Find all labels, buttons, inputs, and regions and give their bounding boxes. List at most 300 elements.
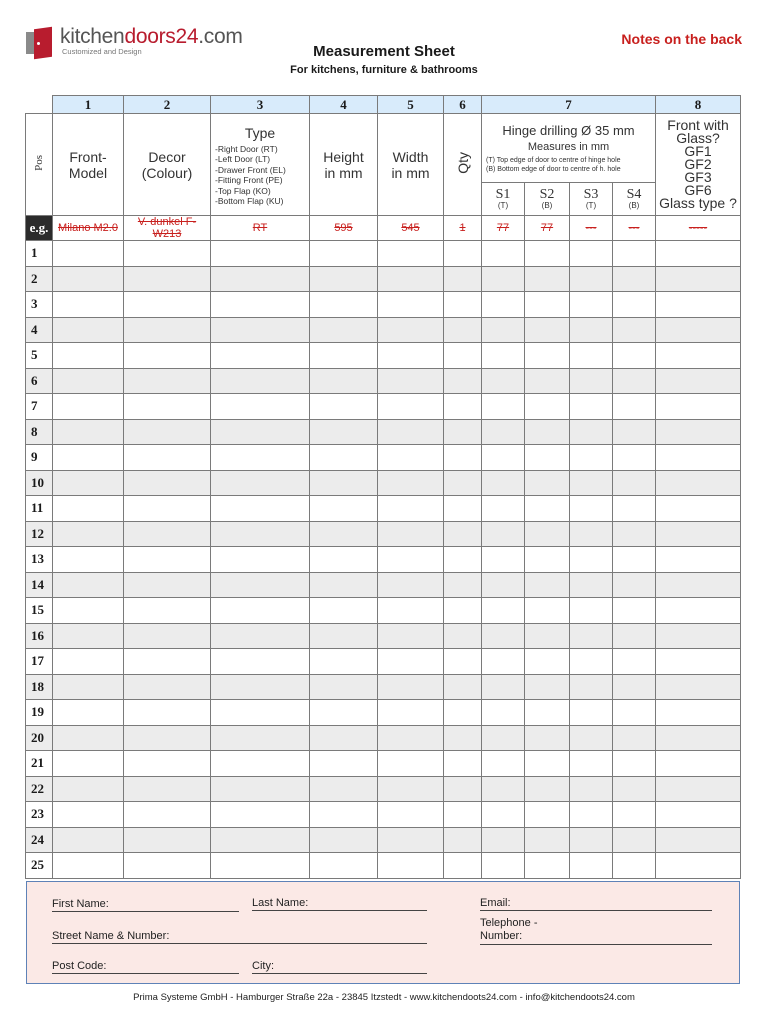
- entry-cell[interactable]: [378, 394, 444, 420]
- entry-cell[interactable]: [613, 572, 656, 598]
- entry-cell[interactable]: [482, 521, 525, 547]
- entry-cell[interactable]: [124, 649, 211, 675]
- entry-cell[interactable]: [525, 368, 570, 394]
- entry-cell[interactable]: [124, 343, 211, 369]
- entry-cell[interactable]: [211, 241, 310, 267]
- row-number: 7: [26, 394, 53, 420]
- entry-cell[interactable]: [613, 623, 656, 649]
- row-number: 25: [26, 853, 53, 879]
- entry-cell[interactable]: [211, 317, 310, 343]
- entry-cell[interactable]: [570, 266, 613, 292]
- entry-cell[interactable]: [570, 394, 613, 420]
- entry-cell[interactable]: [613, 241, 656, 267]
- entry-cell[interactable]: [211, 827, 310, 853]
- entry-cell[interactable]: [211, 725, 310, 751]
- entry-cell[interactable]: [124, 827, 211, 853]
- entry-cell[interactable]: [482, 547, 525, 573]
- entry-cell[interactable]: [613, 751, 656, 777]
- entry-cell[interactable]: [570, 776, 613, 802]
- telephone-field[interactable]: Telephone - Number:: [480, 917, 712, 945]
- entry-cell[interactable]: [656, 725, 741, 751]
- entry-cell[interactable]: [53, 241, 124, 267]
- entry-cell[interactable]: [124, 241, 211, 267]
- entry-cell[interactable]: [378, 470, 444, 496]
- entry-cell[interactable]: [211, 266, 310, 292]
- entry-cell[interactable]: [53, 343, 124, 369]
- entry-cell[interactable]: [656, 649, 741, 675]
- entry-cell[interactable]: [53, 674, 124, 700]
- entry-cell[interactable]: [124, 802, 211, 828]
- entry-cell[interactable]: [211, 853, 310, 879]
- entry-cell[interactable]: [310, 598, 378, 624]
- entry-cell[interactable]: [482, 827, 525, 853]
- entry-cell[interactable]: [124, 292, 211, 318]
- entry-cell[interactable]: [656, 394, 741, 420]
- entry-cell[interactable]: [53, 292, 124, 318]
- entry-cell[interactable]: [124, 496, 211, 522]
- entry-cell[interactable]: [570, 292, 613, 318]
- entry-cell[interactable]: [525, 725, 570, 751]
- entry-cell[interactable]: [613, 547, 656, 573]
- entry-cell[interactable]: [570, 317, 613, 343]
- entry-cell[interactable]: [525, 623, 570, 649]
- entry-cell[interactable]: [310, 623, 378, 649]
- entry-cell[interactable]: [570, 419, 613, 445]
- entry-cell[interactable]: [656, 266, 741, 292]
- entry-cell[interactable]: [656, 751, 741, 777]
- entry-cell[interactable]: [378, 266, 444, 292]
- entry-cell[interactable]: [482, 419, 525, 445]
- entry-cell[interactable]: [53, 598, 124, 624]
- entry-cell[interactable]: [613, 419, 656, 445]
- brand-name: kitchendoors24.com: [60, 25, 243, 48]
- entry-cell[interactable]: [310, 368, 378, 394]
- entry-cell[interactable]: [656, 700, 741, 726]
- entry-cell[interactable]: [656, 572, 741, 598]
- entry-cell[interactable]: [53, 547, 124, 573]
- street-field[interactable]: Street Name & Number:: [52, 930, 427, 944]
- entry-cell[interactable]: [656, 419, 741, 445]
- entry-cell[interactable]: [53, 266, 124, 292]
- entry-cell[interactable]: [53, 521, 124, 547]
- entry-cell[interactable]: [378, 521, 444, 547]
- entry-cell[interactable]: [310, 343, 378, 369]
- entry-cell[interactable]: [613, 394, 656, 420]
- entry-cell[interactable]: [211, 445, 310, 471]
- entry-cell[interactable]: [124, 598, 211, 624]
- hinge-col-s4: S4 (B): [613, 183, 656, 216]
- table-row: [26, 343, 741, 369]
- entry-cell[interactable]: [378, 419, 444, 445]
- entry-cell[interactable]: [444, 598, 482, 624]
- entry-cell[interactable]: [444, 725, 482, 751]
- entry-cell[interactable]: [310, 521, 378, 547]
- entry-cell[interactable]: [482, 598, 525, 624]
- entry-cell[interactable]: [482, 317, 525, 343]
- entry-cell[interactable]: [378, 317, 444, 343]
- entry-cell[interactable]: [53, 649, 124, 675]
- entry-cell[interactable]: [444, 241, 482, 267]
- entry-cell[interactable]: [310, 419, 378, 445]
- entry-cell[interactable]: [525, 317, 570, 343]
- entry-cell[interactable]: [124, 725, 211, 751]
- entry-cell[interactable]: [570, 598, 613, 624]
- entry-cell[interactable]: [656, 496, 741, 522]
- entry-cell[interactable]: [525, 394, 570, 420]
- entry-cell[interactable]: [310, 802, 378, 828]
- entry-cell[interactable]: [124, 470, 211, 496]
- entry-cell[interactable]: [53, 394, 124, 420]
- entry-cell[interactable]: [525, 521, 570, 547]
- entry-cell[interactable]: [570, 700, 613, 726]
- entry-cell[interactable]: [124, 572, 211, 598]
- entry-cell[interactable]: [378, 368, 444, 394]
- entry-cell[interactable]: [124, 674, 211, 700]
- entry-cell[interactable]: [444, 751, 482, 777]
- entry-cell[interactable]: [124, 317, 211, 343]
- entry-cell[interactable]: [124, 700, 211, 726]
- entry-cell[interactable]: [378, 776, 444, 802]
- entry-cell[interactable]: [613, 700, 656, 726]
- entry-cell[interactable]: [211, 674, 310, 700]
- header-row: [26, 114, 741, 183]
- entry-cell[interactable]: [525, 241, 570, 267]
- entry-cell[interactable]: [613, 470, 656, 496]
- entry-cell[interactable]: [444, 827, 482, 853]
- row-number: 6: [26, 368, 53, 394]
- entry-cell[interactable]: [211, 343, 310, 369]
- entry-cell[interactable]: [482, 649, 525, 675]
- entry-cell[interactable]: [570, 343, 613, 369]
- entry-cell[interactable]: [570, 674, 613, 700]
- first-name-field[interactable]: First Name:: [52, 898, 239, 912]
- entry-cell[interactable]: [53, 368, 124, 394]
- entry-cell[interactable]: [53, 802, 124, 828]
- entry-cell[interactable]: [444, 317, 482, 343]
- entry-cell[interactable]: [378, 751, 444, 777]
- entry-cell[interactable]: [570, 802, 613, 828]
- entry-cell[interactable]: [482, 470, 525, 496]
- entry-cell[interactable]: [378, 827, 444, 853]
- entry-cell[interactable]: [124, 266, 211, 292]
- entry-cell[interactable]: [482, 700, 525, 726]
- entry-cell[interactable]: [482, 623, 525, 649]
- entry-cell[interactable]: [656, 241, 741, 267]
- entry-cell[interactable]: [211, 419, 310, 445]
- entry-cell[interactable]: [310, 496, 378, 522]
- entry-cell[interactable]: [525, 827, 570, 853]
- entry-cell[interactable]: [570, 751, 613, 777]
- entry-cell[interactable]: [310, 853, 378, 879]
- entry-cell[interactable]: [570, 547, 613, 573]
- email-field[interactable]: Email:: [480, 897, 712, 911]
- entry-cell[interactable]: [444, 623, 482, 649]
- entry-cell[interactable]: [378, 649, 444, 675]
- entry-cell[interactable]: [525, 572, 570, 598]
- entry-cell[interactable]: [613, 343, 656, 369]
- entry-cell[interactable]: [378, 700, 444, 726]
- entry-cell[interactable]: [482, 292, 525, 318]
- entry-cell[interactable]: [613, 368, 656, 394]
- row-number: 13: [26, 547, 53, 573]
- entry-cell[interactable]: [613, 317, 656, 343]
- entry-cell[interactable]: [444, 343, 482, 369]
- row-number: 10: [26, 470, 53, 496]
- entry-cell[interactable]: [211, 623, 310, 649]
- entry-cell[interactable]: [310, 241, 378, 267]
- glass-header: Front with Glass? GF1 GF2 GF3 GF6 Glass type ?: [656, 114, 741, 216]
- entry-cell[interactable]: [378, 547, 444, 573]
- table-row: [26, 521, 741, 547]
- entry-cell[interactable]: [211, 470, 310, 496]
- entry-cell[interactable]: [482, 674, 525, 700]
- entry-cell[interactable]: [211, 292, 310, 318]
- entry-cell[interactable]: [525, 649, 570, 675]
- entry-cell[interactable]: [53, 700, 124, 726]
- entry-cell[interactable]: [310, 572, 378, 598]
- entry-cell[interactable]: [211, 368, 310, 394]
- entry-cell[interactable]: [124, 368, 211, 394]
- entry-cell[interactable]: [444, 292, 482, 318]
- entry-cell[interactable]: [310, 445, 378, 471]
- entry-cell[interactable]: [570, 470, 613, 496]
- entry-cell[interactable]: [310, 266, 378, 292]
- entry-cell[interactable]: [525, 853, 570, 879]
- entry-cell[interactable]: [613, 521, 656, 547]
- entry-cell[interactable]: [570, 725, 613, 751]
- entry-cell[interactable]: [444, 394, 482, 420]
- entry-cell[interactable]: [482, 266, 525, 292]
- entry-cell[interactable]: [482, 751, 525, 777]
- entry-cell[interactable]: [482, 394, 525, 420]
- entry-cell[interactable]: [525, 700, 570, 726]
- entry-cell[interactable]: [444, 674, 482, 700]
- entry-cell[interactable]: [482, 572, 525, 598]
- entry-cell[interactable]: [656, 802, 741, 828]
- entry-cell[interactable]: [570, 496, 613, 522]
- entry-cell[interactable]: [525, 598, 570, 624]
- entry-cell[interactable]: [378, 853, 444, 879]
- entry-cell[interactable]: [656, 292, 741, 318]
- entry-cell[interactable]: [482, 802, 525, 828]
- entry-cell[interactable]: [378, 343, 444, 369]
- entry-cell[interactable]: [482, 853, 525, 879]
- entry-cell[interactable]: [53, 470, 124, 496]
- entry-cell[interactable]: [570, 445, 613, 471]
- entry-cell[interactable]: [613, 292, 656, 318]
- entry-cell[interactable]: [613, 725, 656, 751]
- entry-cell[interactable]: [482, 368, 525, 394]
- entry-cell[interactable]: [525, 266, 570, 292]
- entry-cell[interactable]: [53, 419, 124, 445]
- entry-cell[interactable]: [613, 266, 656, 292]
- entry-cell[interactable]: [656, 674, 741, 700]
- entry-cell[interactable]: [444, 521, 482, 547]
- entry-cell[interactable]: [378, 674, 444, 700]
- entry-cell[interactable]: [656, 521, 741, 547]
- entry-cell[interactable]: [378, 598, 444, 624]
- entry-cell[interactable]: [378, 623, 444, 649]
- entry-cell[interactable]: [211, 496, 310, 522]
- entry-cell[interactable]: [53, 572, 124, 598]
- entry-cell[interactable]: [444, 419, 482, 445]
- entry-cell[interactable]: [124, 853, 211, 879]
- entry-cell[interactable]: [525, 776, 570, 802]
- entry-cell[interactable]: [444, 776, 482, 802]
- entry-cell[interactable]: [444, 368, 482, 394]
- entry-cell[interactable]: [53, 445, 124, 471]
- entry-cell[interactable]: [53, 853, 124, 879]
- entry-cell[interactable]: [444, 700, 482, 726]
- entry-cell[interactable]: [211, 547, 310, 573]
- entry-cell[interactable]: [211, 649, 310, 675]
- entry-cell[interactable]: [124, 623, 211, 649]
- entry-cell[interactable]: [482, 343, 525, 369]
- entry-cell[interactable]: [613, 827, 656, 853]
- entry-cell[interactable]: [378, 292, 444, 318]
- entry-cell[interactable]: [310, 827, 378, 853]
- entry-cell[interactable]: [525, 802, 570, 828]
- entry-cell[interactable]: [124, 445, 211, 471]
- entry-cell[interactable]: [444, 853, 482, 879]
- entry-cell[interactable]: [613, 802, 656, 828]
- entry-cell[interactable]: [211, 394, 310, 420]
- entry-cell[interactable]: [378, 496, 444, 522]
- entry-cell[interactable]: [656, 368, 741, 394]
- entry-cell[interactable]: [613, 598, 656, 624]
- entry-cell[interactable]: [53, 776, 124, 802]
- entry-cell[interactable]: [211, 751, 310, 777]
- entry-cell[interactable]: [310, 725, 378, 751]
- entry-cell[interactable]: [310, 751, 378, 777]
- entry-cell[interactable]: [613, 496, 656, 522]
- entry-cell[interactable]: [656, 317, 741, 343]
- entry-cell[interactable]: [656, 445, 741, 471]
- entry-cell[interactable]: [124, 394, 211, 420]
- entry-cell[interactable]: [656, 623, 741, 649]
- entry-cell[interactable]: [525, 343, 570, 369]
- example-cell: ---: [570, 216, 613, 241]
- city-field[interactable]: City:: [252, 960, 427, 974]
- entry-cell[interactable]: [211, 802, 310, 828]
- entry-cell[interactable]: [310, 317, 378, 343]
- entry-cell[interactable]: [525, 292, 570, 318]
- entry-cell[interactable]: [444, 266, 482, 292]
- entry-cell[interactable]: [124, 521, 211, 547]
- entry-cell[interactable]: [378, 572, 444, 598]
- entry-cell[interactable]: [570, 521, 613, 547]
- table-row: [26, 470, 741, 496]
- entry-cell[interactable]: [378, 445, 444, 471]
- entry-cell[interactable]: [525, 547, 570, 573]
- entry-cell[interactable]: [444, 572, 482, 598]
- entry-cell[interactable]: [53, 317, 124, 343]
- entry-cell[interactable]: [570, 241, 613, 267]
- entry-cell[interactable]: [53, 725, 124, 751]
- entry-cell[interactable]: [124, 419, 211, 445]
- entry-cell[interactable]: [310, 394, 378, 420]
- entry-cell[interactable]: [570, 368, 613, 394]
- row-number: 18: [26, 674, 53, 700]
- entry-cell[interactable]: [613, 776, 656, 802]
- entry-cell[interactable]: [211, 700, 310, 726]
- row-number: 12: [26, 521, 53, 547]
- entry-cell[interactable]: [378, 802, 444, 828]
- entry-cell[interactable]: [53, 827, 124, 853]
- entry-cell[interactable]: [211, 572, 310, 598]
- entry-cell[interactable]: [310, 700, 378, 726]
- entry-cell[interactable]: [53, 496, 124, 522]
- entry-cell[interactable]: [53, 751, 124, 777]
- entry-cell[interactable]: [613, 674, 656, 700]
- entry-cell[interactable]: [525, 445, 570, 471]
- entry-cell[interactable]: [525, 470, 570, 496]
- entry-cell[interactable]: [656, 547, 741, 573]
- entry-cell[interactable]: [656, 470, 741, 496]
- entry-cell[interactable]: [525, 496, 570, 522]
- entry-cell[interactable]: [378, 241, 444, 267]
- entry-cell[interactable]: [656, 853, 741, 879]
- entry-cell[interactable]: [53, 623, 124, 649]
- entry-cell[interactable]: [444, 470, 482, 496]
- entry-cell[interactable]: [656, 827, 741, 853]
- entry-cell[interactable]: [310, 649, 378, 675]
- entry-cell[interactable]: [211, 598, 310, 624]
- entry-cell[interactable]: [613, 649, 656, 675]
- entry-cell[interactable]: [444, 547, 482, 573]
- entry-cell[interactable]: [310, 470, 378, 496]
- table-row: [26, 598, 741, 624]
- entry-cell[interactable]: [613, 445, 656, 471]
- last-name-field[interactable]: Last Name:: [252, 897, 427, 911]
- entry-cell[interactable]: [444, 802, 482, 828]
- entry-cell[interactable]: [656, 776, 741, 802]
- entry-cell[interactable]: [525, 751, 570, 777]
- entry-cell[interactable]: [444, 496, 482, 522]
- entry-cell[interactable]: [656, 598, 741, 624]
- entry-cell[interactable]: [444, 445, 482, 471]
- entry-cell[interactable]: [310, 776, 378, 802]
- entry-cell[interactable]: [482, 776, 525, 802]
- entry-cell[interactable]: [124, 751, 211, 777]
- entry-cell[interactable]: [570, 649, 613, 675]
- entry-cell[interactable]: [525, 674, 570, 700]
- entry-cell[interactable]: [570, 572, 613, 598]
- entry-cell[interactable]: [482, 725, 525, 751]
- entry-cell[interactable]: [570, 623, 613, 649]
- entry-cell[interactable]: [310, 547, 378, 573]
- entry-cell[interactable]: [211, 521, 310, 547]
- entry-cell[interactable]: [124, 776, 211, 802]
- entry-cell[interactable]: [444, 649, 482, 675]
- entry-cell[interactable]: [570, 853, 613, 879]
- entry-cell[interactable]: [525, 419, 570, 445]
- row-number: 14: [26, 572, 53, 598]
- entry-cell[interactable]: [613, 853, 656, 879]
- entry-cell[interactable]: [482, 445, 525, 471]
- entry-cell[interactable]: [310, 292, 378, 318]
- entry-cell[interactable]: [482, 496, 525, 522]
- entry-cell[interactable]: [656, 343, 741, 369]
- entry-cell[interactable]: [211, 776, 310, 802]
- col-number: 7: [482, 96, 656, 114]
- entry-cell[interactable]: [124, 547, 211, 573]
- post-code-field[interactable]: Post Code:: [52, 960, 239, 974]
- entry-cell[interactable]: [378, 725, 444, 751]
- entry-cell[interactable]: [482, 241, 525, 267]
- entry-cell[interactable]: [310, 674, 378, 700]
- entry-cell[interactable]: [570, 827, 613, 853]
